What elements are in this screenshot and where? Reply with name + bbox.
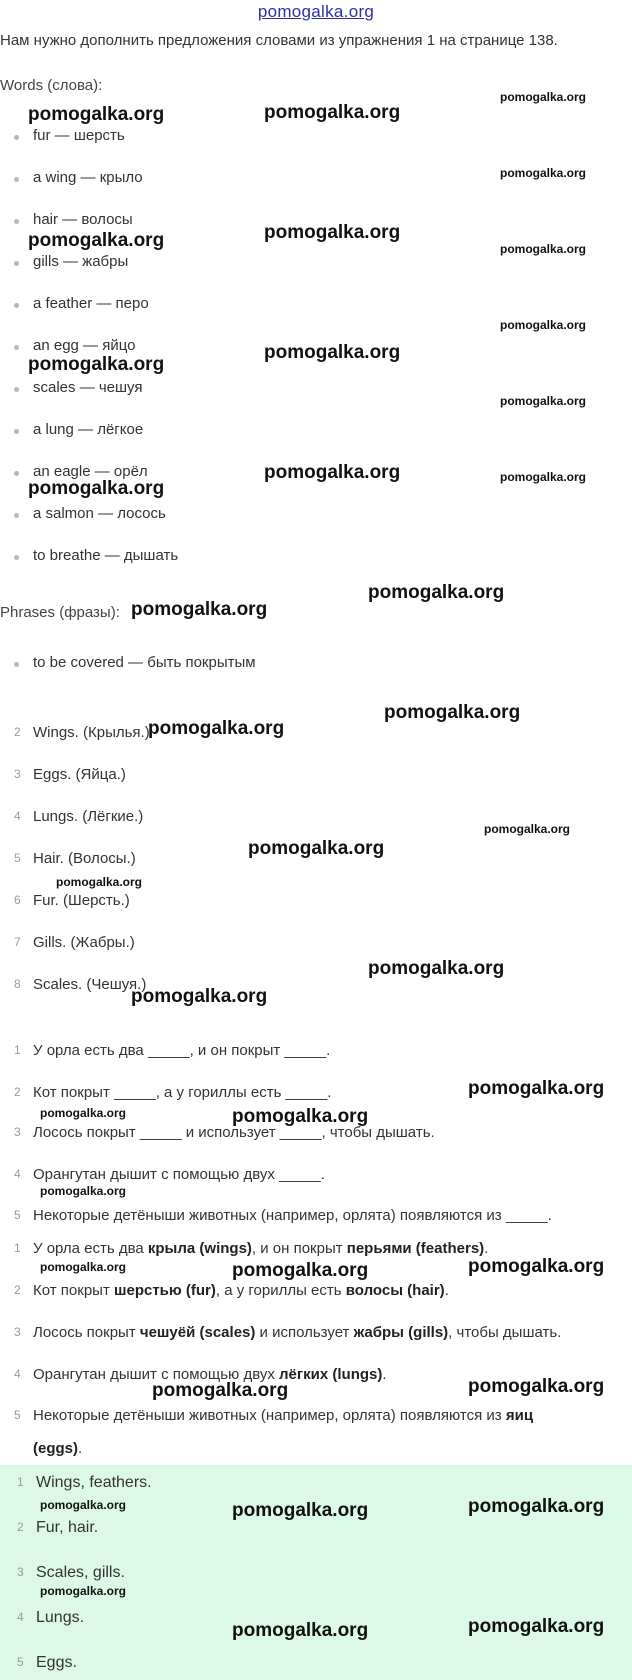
watermark: pomogalka.org: [56, 875, 143, 889]
watermark: pomogalka.org: [500, 394, 587, 408]
bullet-icon: [14, 429, 19, 434]
bullet-icon: [14, 662, 19, 667]
watermark: pomogalka.org: [232, 1260, 369, 1281]
watermark: pomogalka.org: [500, 470, 587, 484]
watermark: pomogalka.org: [131, 599, 268, 620]
watermark: pomogalka.org: [468, 1078, 605, 1099]
bullet-icon: [14, 177, 19, 182]
bullet-icon: [14, 303, 19, 308]
bullet-icon: [14, 513, 19, 518]
watermark: pomogalka.org: [131, 986, 268, 1007]
watermark: pomogalka.org: [28, 478, 165, 499]
watermark: pomogalka.org: [468, 1616, 605, 1637]
watermark: pomogalka.org: [40, 1584, 127, 1598]
site-logo[interactable]: pomogalka.org: [257, 2, 375, 21]
watermark: pomogalka.org: [500, 318, 587, 332]
watermark: pomogalka.org: [40, 1106, 127, 1120]
bullet-icon: [14, 345, 19, 350]
bullet-icon: [14, 261, 19, 266]
watermark: pomogalka.org: [40, 1498, 127, 1512]
watermark: pomogalka.org: [264, 102, 401, 123]
watermark: pomogalka.org: [28, 354, 165, 375]
watermark: pomogalka.org: [500, 166, 587, 180]
watermark: pomogalka.org: [264, 462, 401, 483]
bullet-icon: [14, 387, 19, 392]
watermark: pomogalka.org: [40, 1184, 127, 1198]
watermark: pomogalka.org: [28, 230, 165, 251]
watermark: pomogalka.org: [28, 104, 165, 125]
watermark: pomogalka.org: [148, 718, 285, 739]
bullet-icon: [14, 471, 19, 476]
watermark: pomogalka.org: [368, 958, 505, 979]
intro-text: Нам нужно дополнить предложения словами из упражнения 1 на странице 138.: [0, 32, 558, 49]
watermark: pomogalka.org: [232, 1106, 369, 1127]
phrases-heading: Phrases (фразы):: [0, 604, 120, 621]
watermark: pomogalka.org: [468, 1256, 605, 1277]
watermark: pomogalka.org: [368, 582, 505, 603]
watermark: pomogalka.org: [468, 1496, 605, 1517]
watermark: pomogalka.org: [484, 822, 571, 836]
bullet-icon: [14, 135, 19, 140]
watermark: pomogalka.org: [232, 1620, 369, 1641]
watermark: pomogalka.org: [500, 90, 587, 104]
words-heading: Words (слова):: [0, 77, 103, 94]
watermark: pomogalka.org: [500, 242, 587, 256]
watermark: pomogalka.org: [264, 342, 401, 363]
watermark: pomogalka.org: [232, 1500, 369, 1521]
watermark: pomogalka.org: [264, 222, 401, 243]
watermark: pomogalka.org: [40, 1260, 127, 1274]
bullet-icon: [14, 555, 19, 560]
watermark: pomogalka.org: [384, 702, 521, 723]
watermark: pomogalka.org: [468, 1376, 605, 1397]
watermark: pomogalka.org: [152, 1380, 289, 1401]
bullet-icon: [14, 219, 19, 224]
watermark: pomogalka.org: [248, 838, 385, 859]
